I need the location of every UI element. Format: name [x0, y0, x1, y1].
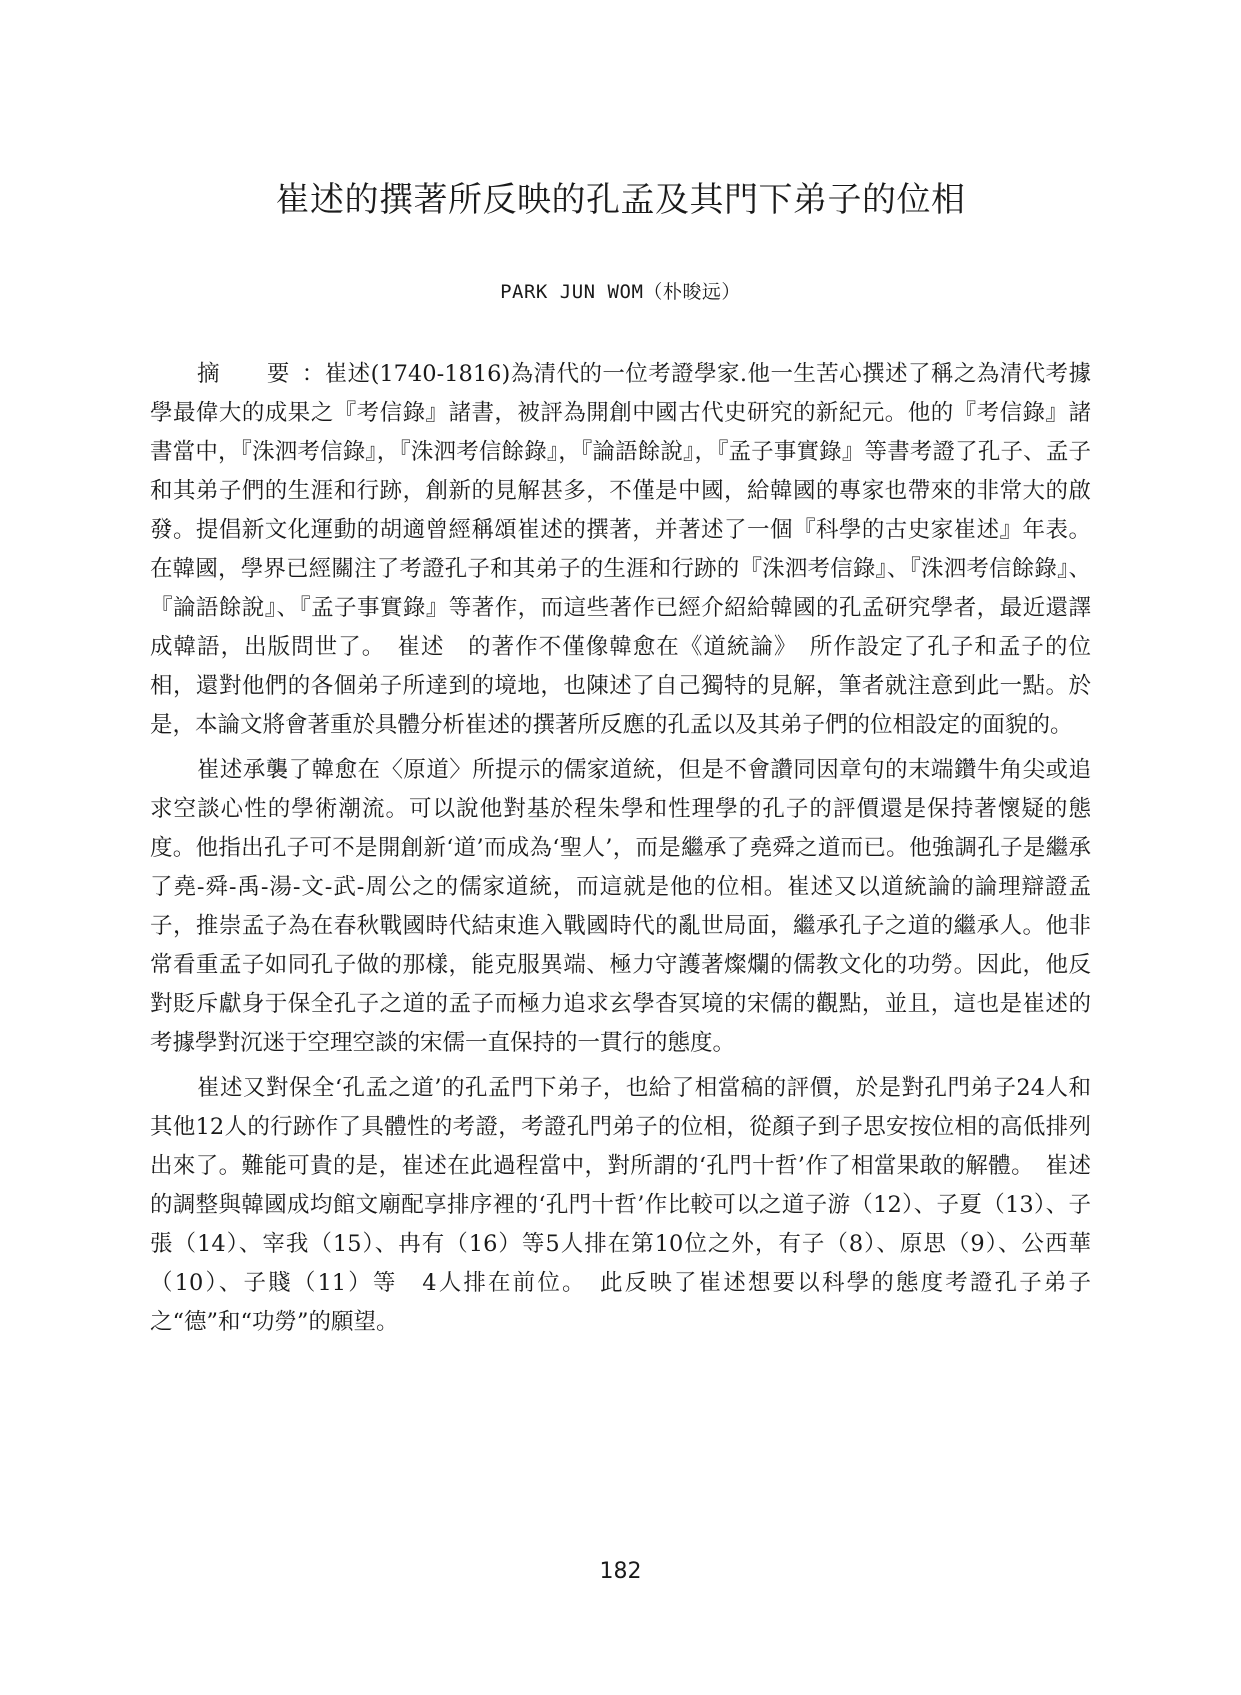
page-number: 182: [599, 1559, 642, 1584]
paper-title: 崔述的撰著所反映的孔孟及其門下弟子的位相: [275, 180, 966, 220]
body-text: [150, 355, 1091, 1348]
abstract-colon: ：: [301, 361, 325, 387]
author-line: PARK JUN WOM（朴晙远）: [500, 281, 741, 303]
abstract-paragraph: [150, 355, 1091, 745]
body-paragraph-1: 崔述承襲了韓愈在〈原道〉所提示的儒家道統，但是不會讚同因章句的末端鑽牛角尖或追求空談心性的學術潮流。可以說他對基於程朱學和性理學的孔子的評價還是保持著懷疑的態度。他指出孔子可不是開創新‘道’而成為‘聖人’，而是繼承了堯舜之道而已。他強調孔子是繼承了堯-舜-禹-湯-文-武-周公之的儒家道統，而這就是他的位相。崔述又以道統論的論理辯證孟子，推崇孟子為在春秋戰國時代結束進入戰國時代的亂世局面，繼承孔子之道的繼承人。他非常看重孟子如同孔子做的那樣，能克服異端、極力守護著燦爛的儒教文化的功勞。因此，他反對貶斥獻身于保全孔子之道的孟子而極力追求玄學杳冥境的宋儒的觀點，並且，這也是崔述的考據學對沉迷于空理空談的宋儒一直保持的一貫行的態度。: [150, 757, 1091, 1056]
body-paragraph-2: 崔述又對保全‘孔孟之道’的孔孟門下弟子，也給了相當稿的評價，於是對孔門弟子24人和其他12人的行跡作了具體性的考證，考證孔門弟子的位相，從顏子到子思安按位相的高低排列出來了。難能可貴的是，崔述在此過程當中，對所謂的‘孔門十哲’作了相當果敢的解體。 崔述的調整與韓國成均館文廟配享排序裡的‘孔門十哲’作比較可以之道子游（12）、子夏（13）、子張（14）、宰我（15）、冉有（16）等5人排在第10位之外，有子（8）、原思（9）、公西華（10）、子賤（11）等 4人排在前位。 此反映了崔述想要以科學的態度考證孔子弟子之“德”和“功勞”的願望。: [150, 1075, 1091, 1335]
abstract-label: 摘 要: [197, 361, 302, 387]
abstract-text: 崔述(1740-1816)為清代的一位考證學家.他一生苦心撰述了稱之為清代考據學最偉大的成果之『考信錄』諸書，被評為開創中國古代史研究的新紀元。他的『考信錄』諸書當中，『洙泗考信錄』，『洙泗考信餘錄』，『論語餘說』，『孟子事實錄』等書考證了孔子、孟子和其弟子們的生涯和行跡，創新的見解甚多，不僅是中國，給韓國的專家也帶來的非常大的啟發。提倡新文化運動的胡適曾經稱頌崔述的撰著，并著述了一個『科學的古史家崔述』年表。在韓國，學界已經關注了考證孔子和其弟子的生涯和行跡的『洙泗考信錄』、『洙泗考信餘錄』、『論語餘說』、『孟子事實錄』等著作，而這些著作已經介紹給韓國的孔孟研究學者，最近還譯成韓語，出版問世了。 崔述 的著作不僅像韓愈在《道統論》 所作設定了孔子和孟子的位相，還對他們的各個弟子所達到的境地，也陳述了自己獨特的見解，筆者就注意到此一點。於是，本論文將會著重於具體分析崔述的撰著所反應的孔孟以及其弟子們的位相設定的面貌的。: [150, 361, 1091, 738]
